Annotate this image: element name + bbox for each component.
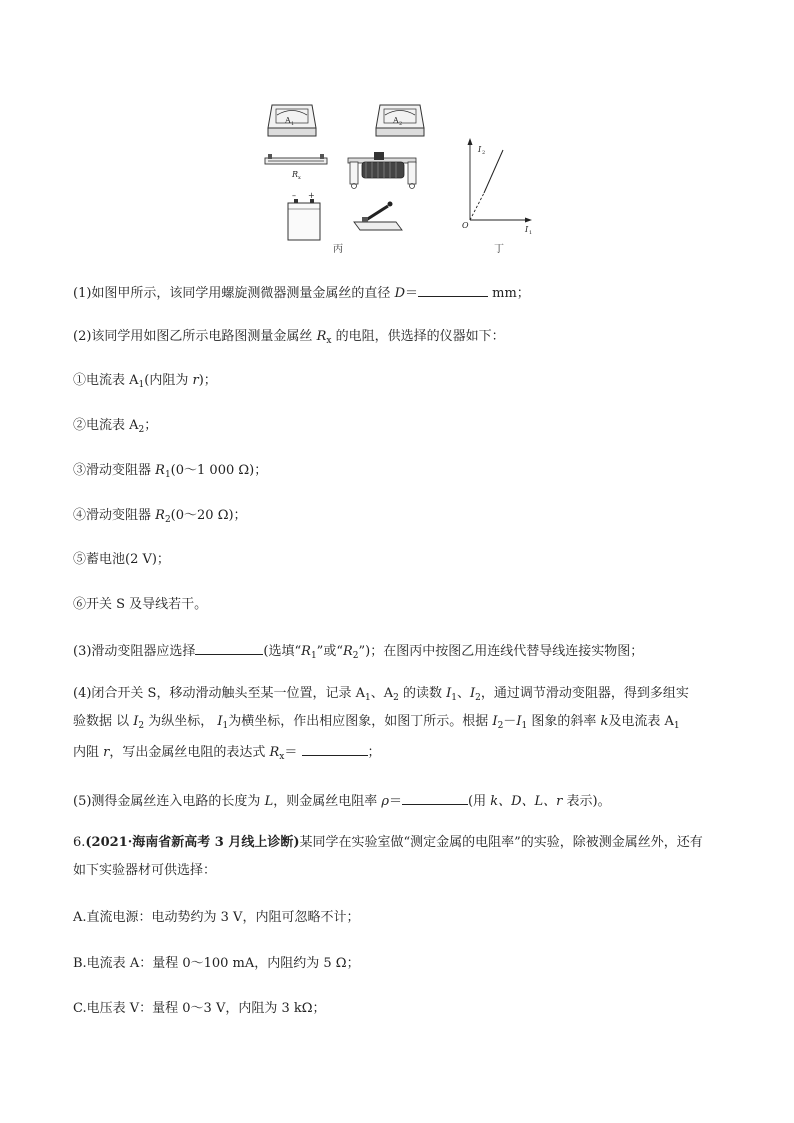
item-3-b: (0～1 000 Ω)； bbox=[170, 463, 268, 478]
q4-l3-a: 内阻 bbox=[73, 745, 104, 760]
option-b-text: B.电流表 A：量程 0～100 mA，内阻约为 5 Ω； bbox=[73, 956, 360, 971]
option-b bbox=[73, 955, 360, 973]
q4-l2-s4: 1 bbox=[521, 721, 528, 731]
q3-mid: ”或“ bbox=[316, 644, 343, 659]
graph-x-sub: 1 bbox=[529, 230, 533, 236]
question-4-line-1 bbox=[73, 685, 689, 703]
q3-text-c: ”)；在图丙中按图乙用连线代替导线连接实物图； bbox=[358, 644, 644, 659]
question-3 bbox=[73, 640, 643, 661]
q5-text-d: (用 bbox=[468, 794, 491, 809]
q2-var: R bbox=[316, 329, 327, 344]
q4-l1-a: (4)闭合开关 S，移动滑动触头至某一位置，记录 A bbox=[73, 686, 365, 701]
resistance-wire-icon bbox=[265, 154, 327, 181]
option-a-text: A.直流电源：电动势约为 3 V，内阻可忽略不计； bbox=[73, 910, 360, 925]
list-item bbox=[73, 417, 157, 435]
battery-minus-label: – bbox=[292, 191, 296, 200]
item-6-a: ⑥开关 S 及导线若干。 bbox=[73, 597, 208, 612]
switch-icon bbox=[354, 202, 402, 231]
q4-l1-v2: I bbox=[470, 686, 476, 701]
q4-l2-k: k bbox=[600, 714, 609, 729]
question-2 bbox=[73, 328, 505, 346]
q5-text: (5)测得金属丝连入电路的长度为 bbox=[73, 794, 265, 809]
figure-bing-caption: 丙 bbox=[333, 244, 343, 255]
q3-text-b: (选填“ bbox=[263, 644, 302, 659]
q4-l3-r: r bbox=[103, 745, 110, 760]
q4-l2-s1: 2 bbox=[138, 721, 145, 731]
option-c bbox=[73, 1000, 326, 1018]
item-5-a: ⑤蓄电池(2 V)； bbox=[73, 552, 170, 567]
q4-l2-b: 为纵坐标， bbox=[144, 714, 218, 729]
q4-l2-v3: I bbox=[492, 714, 498, 729]
ammeter-a1-icon bbox=[268, 105, 316, 136]
q4-l1-vs2: 2 bbox=[475, 693, 481, 703]
question-4-line-3 bbox=[73, 741, 381, 762]
q4-l2-v2: I bbox=[217, 714, 223, 729]
item-2-a: ②电流表 A bbox=[73, 418, 139, 433]
q4-l2-v4: I bbox=[516, 714, 522, 729]
q5-eq: ＝ bbox=[389, 794, 403, 809]
q5-text-e: 表示)。 bbox=[562, 794, 611, 809]
option-c-text: C.电压表 V：量程 0～3 V，内阻为 3 kΩ； bbox=[73, 1001, 326, 1016]
item-1-var: r bbox=[192, 373, 199, 388]
rx-label: R bbox=[292, 170, 299, 179]
list-item bbox=[73, 372, 217, 390]
item-1-c: )； bbox=[198, 373, 217, 388]
graph-y-label: I bbox=[478, 145, 482, 154]
q2-text: (2)该同学用如图乙所示电路图测量金属丝 bbox=[73, 329, 317, 344]
q4-l1-s2: 2 bbox=[393, 693, 399, 703]
q4-l2-e: 图象的斜率 bbox=[527, 714, 601, 729]
option-a bbox=[73, 909, 359, 927]
battery-icon bbox=[288, 191, 320, 240]
q1-answer-blank[interactable] bbox=[418, 282, 488, 297]
battery-plus-label: + bbox=[308, 191, 315, 200]
q3-r1-sub: 1 bbox=[310, 651, 317, 661]
q4-l1-v1: I bbox=[446, 686, 452, 701]
item-2-sub: 2 bbox=[138, 425, 145, 435]
item-4-a: ④滑动变阻器 bbox=[73, 508, 156, 523]
q6-text: 某同学在实验室做“测定金属的电阻率”的实验，除被测金属丝外，还有 bbox=[299, 835, 703, 850]
q4-l1-e: ，通过调节滑动变阻器，得到多组实 bbox=[480, 686, 689, 701]
q1-eq: ＝ bbox=[405, 286, 419, 301]
item-3-var: R bbox=[155, 463, 165, 478]
ammeter-a2-icon bbox=[376, 105, 424, 136]
q5-text-b: ，则金属丝电阻率 bbox=[273, 794, 382, 809]
question-5 bbox=[73, 790, 611, 811]
list-item bbox=[73, 596, 207, 614]
item-3-a: ③滑动变阻器 bbox=[73, 463, 156, 478]
q4-l1-c: 的读数 bbox=[398, 686, 447, 701]
q4-l1-s1: 1 bbox=[364, 693, 371, 703]
q4-l2-d: － bbox=[503, 714, 517, 729]
q4-l3-b: ，写出金属丝电阻的表达式 bbox=[109, 745, 270, 760]
a2-label: A bbox=[393, 116, 399, 125]
q4-answer-blank[interactable] bbox=[302, 741, 368, 756]
q6-source: (2021·海南省新高考 3 月线上诊断) bbox=[85, 835, 300, 850]
a1-label: A bbox=[285, 116, 291, 125]
q5-rho: ρ bbox=[381, 794, 389, 809]
list-item bbox=[73, 551, 170, 569]
q3-r1: R bbox=[301, 644, 311, 659]
q4-l3-sub: x bbox=[279, 752, 285, 762]
q4-l2-s2: 1 bbox=[222, 721, 229, 731]
question-1 bbox=[73, 282, 530, 303]
q3-r2: R bbox=[342, 644, 353, 659]
graph-origin-label: O bbox=[462, 221, 469, 230]
rheostat-icon bbox=[348, 152, 416, 189]
item-1-b: (内阻为 bbox=[144, 373, 193, 388]
q6-text-2: 如下实验器材可供选择： bbox=[73, 863, 217, 878]
experiment-figure bbox=[250, 100, 550, 260]
a1-sub: 1 bbox=[291, 121, 295, 127]
q3-text: (3)滑动变阻器应选择 bbox=[73, 644, 196, 659]
q4-l2-s3: 2 bbox=[497, 721, 504, 731]
question-4-line-2 bbox=[73, 713, 680, 731]
q5-answer-blank[interactable] bbox=[402, 790, 468, 805]
q4-l3-d: ； bbox=[367, 745, 381, 760]
q4-l3-R: R bbox=[269, 745, 280, 760]
q4-l2-c: 为横坐标，作出相应图象，如图丁所示。根据 bbox=[228, 714, 493, 729]
q4-l2-s5: 1 bbox=[673, 721, 680, 731]
q2-text-b: 的电阻，供选择的仪器如下： bbox=[331, 329, 505, 344]
question-6-line-1 bbox=[73, 834, 703, 852]
graph-ding bbox=[462, 138, 532, 236]
rx-sub: x bbox=[298, 175, 301, 181]
q4-l3-c: ＝ bbox=[284, 745, 302, 760]
item-4-b: (0～20 Ω)； bbox=[170, 508, 247, 523]
q4-l1-vs1: 1 bbox=[451, 693, 457, 703]
list-item bbox=[73, 462, 267, 480]
q4-l2-v1: I bbox=[133, 714, 139, 729]
q1-var: D bbox=[394, 286, 405, 301]
item-3-sub: 1 bbox=[164, 470, 171, 480]
q3-r2-sub: 2 bbox=[352, 651, 359, 661]
q4-l1-b: 、A bbox=[370, 686, 394, 701]
figure-ding-caption: 丁 bbox=[494, 244, 504, 255]
graph-x-label: I bbox=[525, 225, 529, 234]
q6-number: 6. bbox=[73, 835, 86, 850]
q1-text: (1)如图甲所示，该同学用螺旋测微器测量金属丝的直径 bbox=[73, 286, 395, 301]
question-6-line-2 bbox=[73, 862, 216, 880]
q4-l1-d: 、 bbox=[456, 686, 470, 701]
q4-l2-a: 验数据 以 bbox=[73, 714, 134, 729]
q5-vars: k、D、L、r bbox=[490, 794, 563, 809]
q3-answer-blank[interactable] bbox=[195, 640, 263, 655]
item-1-sub: 1 bbox=[138, 380, 145, 390]
item-1-a: ①电流表 A bbox=[73, 373, 139, 388]
figure-svg bbox=[250, 100, 550, 260]
q1-unit: mm； bbox=[488, 286, 530, 301]
item-4-var: R bbox=[155, 508, 165, 523]
q4-l2-f: 及电流表 A bbox=[608, 714, 674, 729]
graph-y-sub: 2 bbox=[482, 150, 486, 156]
list-item bbox=[73, 507, 247, 525]
item-2-b: ； bbox=[144, 418, 158, 433]
q2-sub: x bbox=[326, 336, 332, 346]
a2-sub: 2 bbox=[399, 121, 403, 127]
item-4-sub: 2 bbox=[164, 515, 171, 525]
q5-L: L bbox=[264, 794, 274, 809]
